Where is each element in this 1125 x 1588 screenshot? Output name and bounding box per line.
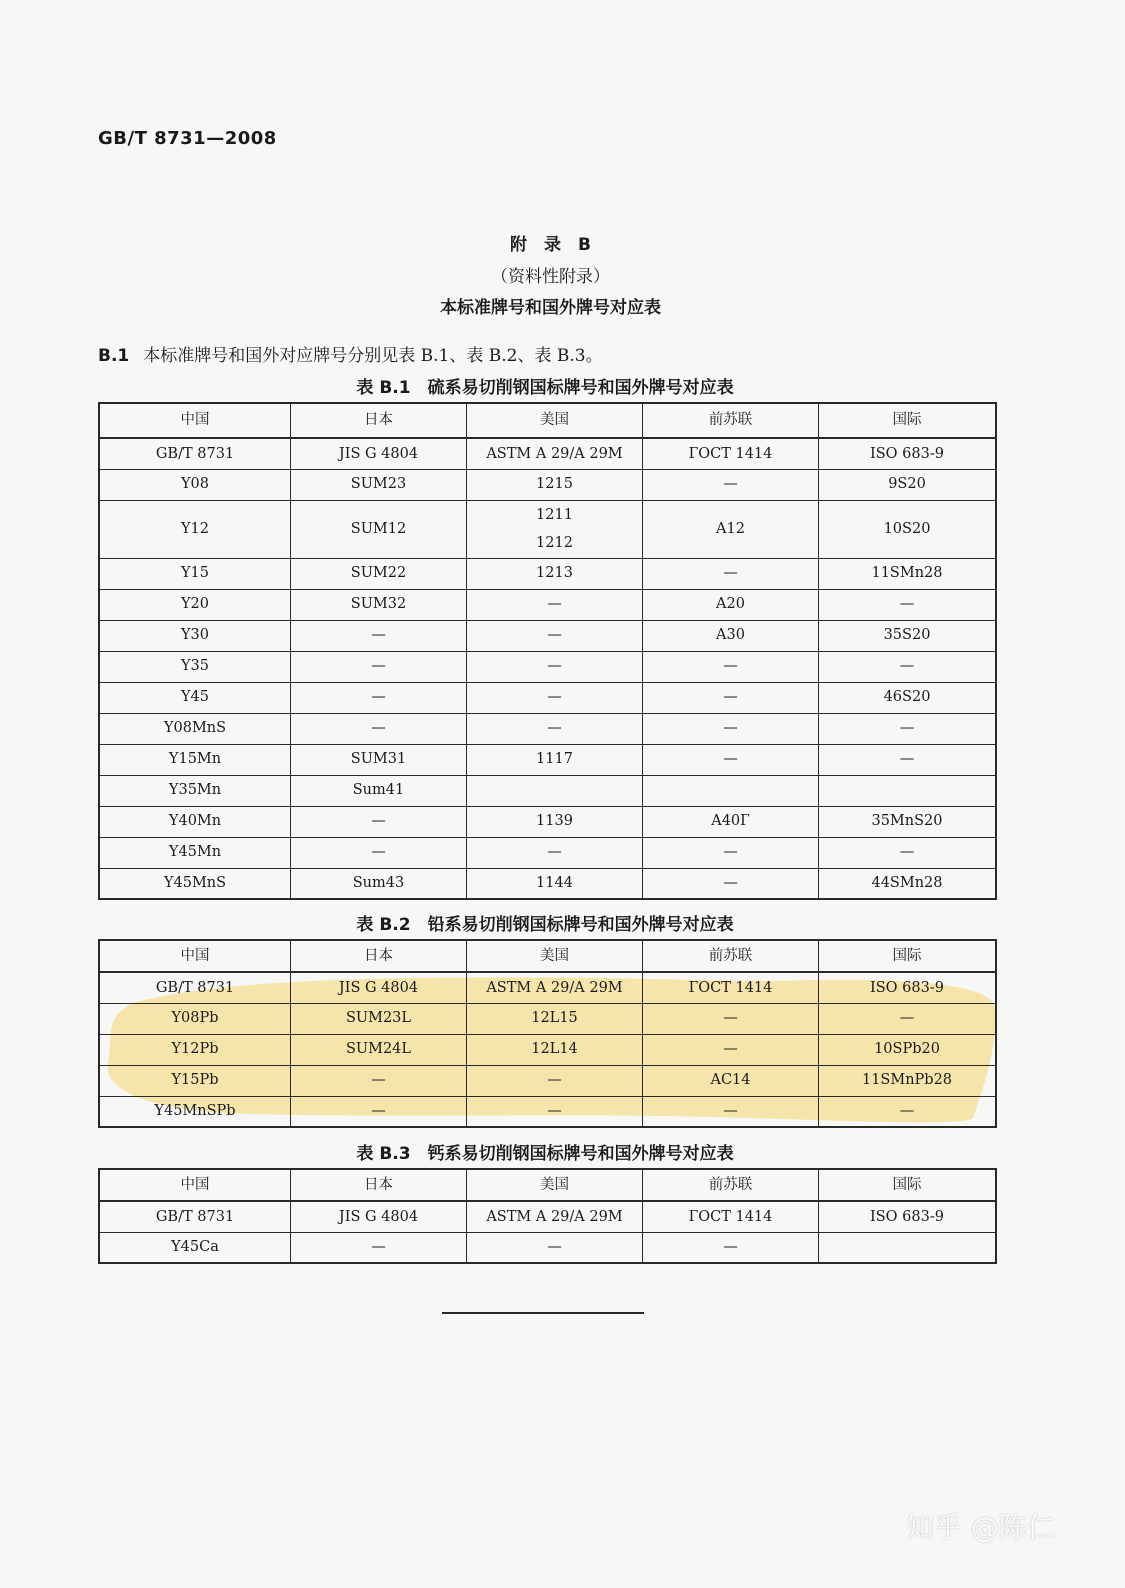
table-cell: —: [467, 1065, 643, 1096]
table-row: [99, 682, 996, 713]
table-cell: ASTM A 29/A 29M: [467, 972, 643, 1003]
table-cell: ГОСТ 1414: [643, 438, 819, 469]
table-cell: ASTM A 29/A 29M: [467, 1201, 643, 1232]
table-row: [99, 620, 996, 651]
header-cell: 国际: [819, 940, 997, 972]
table-cell: [819, 775, 997, 806]
table-cell: A20: [643, 589, 819, 620]
table-cell: [819, 1232, 997, 1263]
table-cell: 11SMn28: [819, 558, 997, 589]
table-row: [99, 868, 996, 899]
table-cell: —: [467, 682, 643, 713]
table-b2: [98, 939, 997, 1128]
table-cell: —: [291, 1096, 467, 1127]
table-cell: —: [643, 558, 819, 589]
table-cell: SUM24L: [291, 1034, 467, 1065]
table-cell: SUM12: [291, 500, 467, 558]
table-cell: —: [291, 682, 467, 713]
table-cell: A12: [643, 500, 819, 558]
table-cell: Sum41: [291, 775, 467, 806]
table-cell: Y35Mn: [99, 775, 291, 806]
table-cell: Y35: [99, 651, 291, 682]
appendix-note: （资料性附录）: [491, 267, 610, 287]
table-row: [99, 438, 996, 469]
table-cell: —: [819, 744, 997, 775]
table-cell: —: [643, 868, 819, 899]
table-cell: —: [291, 651, 467, 682]
header-cell: 日本: [291, 940, 467, 972]
table-cell: ISO 683-9: [819, 1201, 997, 1232]
table-cell: A40Г: [643, 806, 819, 837]
table-cell: —: [467, 1232, 643, 1263]
table-cell: —: [643, 837, 819, 868]
table-row: [99, 837, 996, 868]
table-cell: 12L15: [467, 1003, 643, 1034]
table-cell: Y20: [99, 589, 291, 620]
table-cell: —: [643, 744, 819, 775]
watermark: 知乎 @陈仁: [906, 1511, 1055, 1544]
table-cell: 10S20: [819, 500, 997, 558]
table-cell: ГОСТ 1414: [643, 1201, 819, 1232]
table-cell: —: [291, 806, 467, 837]
table-row: [99, 775, 996, 806]
table3-caption: 表 B.3 钙系易切削钢国标牌号和国外牌号对应表: [356, 1144, 734, 1164]
table-cell: —: [467, 713, 643, 744]
table-row: [99, 1034, 996, 1065]
table-cell: —: [291, 620, 467, 651]
header-cell: 前苏联: [643, 403, 819, 438]
table-cell: —: [291, 713, 467, 744]
table-cell: A30: [643, 620, 819, 651]
table-cell: —: [643, 713, 819, 744]
table-row: [99, 744, 996, 775]
table-cell: SUM23: [291, 469, 467, 500]
table-cell: [643, 775, 819, 806]
table-cell: —: [819, 651, 997, 682]
table-cell: Y12Pb: [99, 1034, 291, 1065]
table-cell: ASTM A 29/A 29M: [467, 438, 643, 469]
header-cell: 前苏联: [643, 940, 819, 972]
table-cell: Y15: [99, 558, 291, 589]
table-cell: —: [643, 651, 819, 682]
table-cell: 1144: [467, 868, 643, 899]
table-cell: SUM23L: [291, 1003, 467, 1034]
table-row: [99, 972, 996, 1003]
table-cell: Sum43: [291, 868, 467, 899]
table-cell: GB/T 8731: [99, 438, 291, 469]
table-cell: —: [819, 589, 997, 620]
table-cell: Y40Mn: [99, 806, 291, 837]
table-cell: —: [643, 469, 819, 500]
header-cell: 日本: [291, 1169, 467, 1201]
table-row: [99, 806, 996, 837]
intro-text: 本标准牌号和国外对应牌号分别见表 B.1、表 B.2、表 B.3。: [143, 346, 603, 366]
table-row: [99, 1232, 996, 1263]
table-cell: —: [291, 1232, 467, 1263]
table-cell: —: [291, 1065, 467, 1096]
table-cell: —: [467, 1096, 643, 1127]
table-cell: Y08Pb: [99, 1003, 291, 1034]
table-cell: Y45: [99, 682, 291, 713]
header-cell: 中国: [99, 1169, 291, 1201]
table-cell: ГОСТ 1414: [643, 972, 819, 1003]
table-cell: Y15Mn: [99, 744, 291, 775]
table-cell: Y30: [99, 620, 291, 651]
table-row: [99, 713, 996, 744]
table-cell: 46S20: [819, 682, 997, 713]
table-cell: 35S20: [819, 620, 997, 651]
table-cell: SUM31: [291, 744, 467, 775]
table-row: [99, 589, 996, 620]
table-cell: 1211 1212: [467, 500, 643, 558]
table-cell: 10SPb20: [819, 1034, 997, 1065]
table-cell: Y45Ca: [99, 1232, 291, 1263]
table-cell: Y15Pb: [99, 1065, 291, 1096]
table-cell: —: [643, 1096, 819, 1127]
intro-clause-number: B.1: [98, 346, 130, 366]
table2-caption: 表 B.2 铅系易切削钢国标牌号和国外牌号对应表: [356, 915, 734, 935]
table-row: [99, 1003, 996, 1034]
table-cell: —: [643, 1034, 819, 1065]
table-row: [99, 1096, 996, 1127]
table-cell: Y08MnS: [99, 713, 291, 744]
table-cell: —: [819, 1096, 997, 1127]
table-cell: —: [291, 837, 467, 868]
table-cell: —: [467, 837, 643, 868]
table1-caption: 表 B.1 硫系易切削钢国标牌号和国外牌号对应表: [356, 378, 734, 398]
table-cell: 1215: [467, 469, 643, 500]
table-cell: 1117: [467, 744, 643, 775]
table-cell: —: [643, 1232, 819, 1263]
table-cell: —: [467, 620, 643, 651]
table-cell: ISO 683-9: [819, 438, 997, 469]
table-cell: 35MnS20: [819, 806, 997, 837]
table-cell: ISO 683-9: [819, 972, 997, 1003]
table-cell: —: [643, 682, 819, 713]
table-cell: —: [819, 713, 997, 744]
table-cell: [467, 775, 643, 806]
table-cell: SUM22: [291, 558, 467, 589]
table-cell: JIS G 4804: [291, 1201, 467, 1232]
table-cell: 12L14: [467, 1034, 643, 1065]
header-cell: 美国: [467, 1169, 643, 1201]
appendix-title: 本标准牌号和国外牌号对应表: [440, 298, 661, 318]
appendix-label: 附 录 B: [510, 235, 591, 255]
table-cell: Y08: [99, 469, 291, 500]
table-row: [99, 469, 996, 500]
end-rule: [442, 1312, 644, 1314]
table-row: [99, 651, 996, 682]
table-cell: —: [643, 1003, 819, 1034]
table-cell: Y45MnS: [99, 868, 291, 899]
table-cell: 9S20: [819, 469, 997, 500]
table-cell: 1213: [467, 558, 643, 589]
table-cell: GB/T 8731: [99, 972, 291, 1003]
table-cell: JIS G 4804: [291, 972, 467, 1003]
table-cell: Y45MnSPb: [99, 1096, 291, 1127]
table-row: [99, 1065, 996, 1096]
table-b1: [98, 402, 997, 900]
header-cell: 国际: [819, 403, 997, 438]
header-cell: 中国: [99, 403, 291, 438]
table-row: [99, 1201, 996, 1232]
table-cell: —: [467, 651, 643, 682]
header-cell: 中国: [99, 940, 291, 972]
table-cell: 11SMnPb28: [819, 1065, 997, 1096]
table-cell: —: [467, 589, 643, 620]
intro-paragraph: [98, 341, 603, 366]
table-cell: 1139: [467, 806, 643, 837]
header-cell: 美国: [467, 403, 643, 438]
table-cell: GB/T 8731: [99, 1201, 291, 1232]
header-cell: 国际: [819, 1169, 997, 1201]
table-cell: Y45Mn: [99, 837, 291, 868]
table-cell: 44SMn28: [819, 868, 997, 899]
header-cell: 美国: [467, 940, 643, 972]
table-cell: JIS G 4804: [291, 438, 467, 469]
table-b3: [98, 1168, 997, 1264]
standard-number: GB/T 8731—2008: [98, 128, 277, 149]
table-cell: —: [819, 1003, 997, 1034]
table-cell: SUM32: [291, 589, 467, 620]
header-cell: 前苏联: [643, 1169, 819, 1201]
table-row: [99, 558, 996, 589]
header-cell: 日本: [291, 403, 467, 438]
table-cell: AC14: [643, 1065, 819, 1096]
table-cell: Y12: [99, 500, 291, 558]
table-row: [99, 500, 996, 558]
table-cell: —: [819, 837, 997, 868]
